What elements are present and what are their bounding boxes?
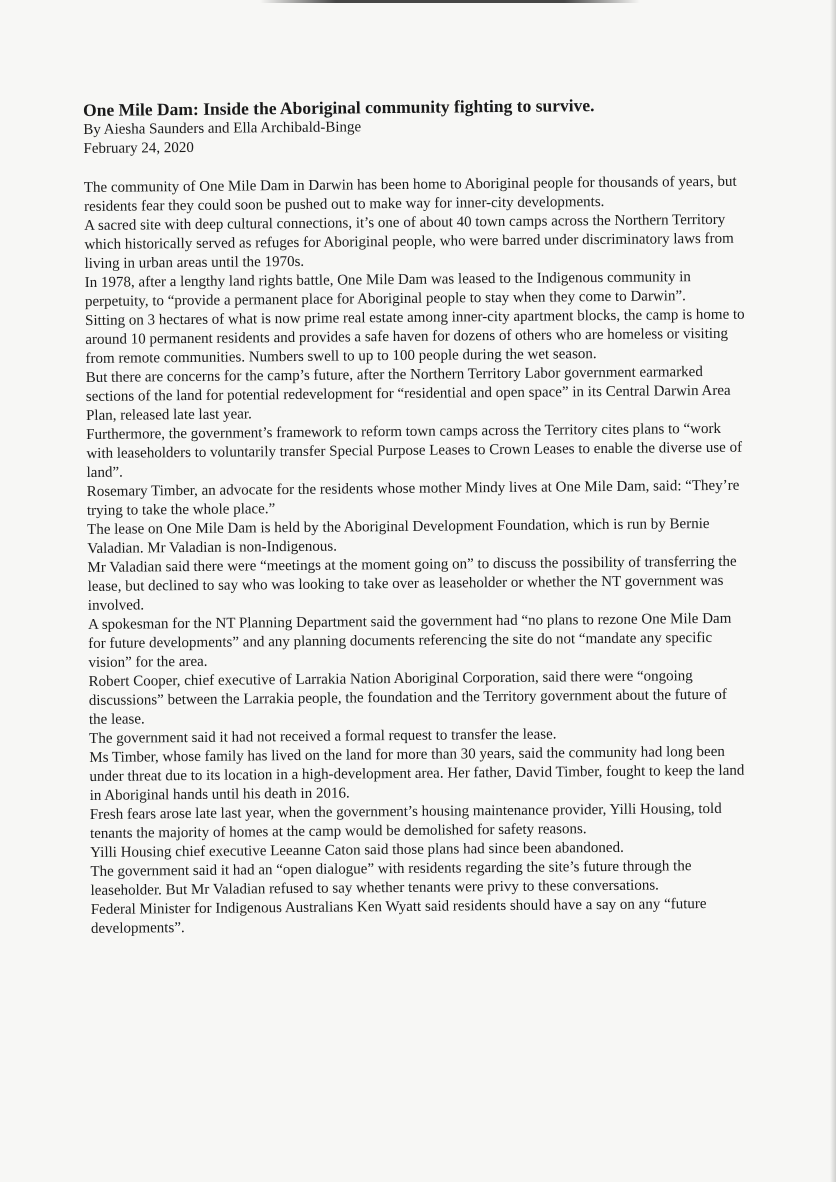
scan-shadow-top bbox=[260, 0, 640, 3]
paragraph-17: Federal Minister for Indigenous Australians Ken Wyatt said residents should have a say on any “future developments”. bbox=[90, 896, 707, 937]
paragraph-12: The government said it had not received a formal request to transfer the lease. bbox=[89, 726, 557, 747]
paragraph-3: In 1978, after a lengthy land rights battle, One Mile Dam was leased to the Indigenous community in perpetuity, to “provide a permanent place for Aboriginal people to stay when they come to Darwin”. bbox=[84, 269, 691, 310]
scan-shadow-right bbox=[830, 0, 836, 1182]
article-body bbox=[84, 173, 751, 939]
paragraph-16: The government said it had an “open dialogue” with residents regarding the site’s future through the leaseholder. But Mr Valadian refused to say whether tenants were privy to these conversations. bbox=[90, 858, 692, 899]
article bbox=[83, 93, 751, 939]
paragraph-7: Rosemary Timber, an advocate for the residents whose mother Mindy lives at One Mile Dam, said: “They’re trying to take the whole place.” bbox=[86, 477, 740, 519]
paragraph-13: Ms Timber, whose family has lived on the land for more than 30 years, said the community had long been under threat due to its location in a high-development area. Her father, David Timber, fought to keep the land in Aboriginal hands until his death in 2016. bbox=[89, 743, 745, 804]
paragraph-1: The community of One Mile Dam in Darwin has been home to Aboriginal people for thousands of years, but residents fear they could soon be pushed out to make way for inner-city developments. bbox=[83, 173, 737, 215]
paragraph-14: Fresh fears arose late last year, when the government’s housing maintenance provider, Yilli Housing, told tenants the majority of homes at the camp would be demolished for safety reasons. bbox=[89, 800, 722, 842]
paragraph-2: A sacred site with deep cultural connections, it’s one of about 40 town camps across the Northern Territory which historically served as refuges for Aboriginal people, who were barred under discriminatory laws from living in urban areas until the 1970s. bbox=[84, 211, 734, 272]
paragraph-6: Furthermore, the government’s framework to reform town camps across the Territory cites plans to “work with leaseholders to voluntarily transfer Special Purpose Leases to Crown Leases to enable the diverse use of land”. bbox=[86, 420, 743, 481]
article-byline: By Aiesha Saunders and Ella Archibald-Binge bbox=[83, 119, 362, 138]
paragraph-5: But there are concerns for the camp’s future, after the Northern Territory Labor government earmarked sections of the land for potential redevelopment for “residential and open space” in its Central Darwin Area Plan, released late last year. bbox=[85, 364, 731, 424]
article-date: February 24, 2020 bbox=[83, 139, 194, 157]
paragraph-4: Sitting on 3 hectares of what is now prime real estate among inner-city apartment blocks, the camp is home to around 10 permanent residents and provides a safe haven for dozens of others who are homeless or visiting from remote communities. Numbers swell to up to 100 people during the wet season. bbox=[85, 306, 745, 367]
paragraph-9: Mr Valadian said there were “meetings at the moment going on” to discuss the possibility of transferring the lease, but declined to say who was looking to take over as leaseholder or whether the NT government was involved. bbox=[87, 553, 737, 614]
article-title: One Mile Dam: Inside the Aboriginal community fighting to survive. bbox=[83, 95, 595, 120]
paragraph-10: A spokesman for the NT Planning Department said the government had “no plans to rezone One Mile Dam for future developments” and any planning documents referencing the site do not “mandate any specific vision” for the area. bbox=[87, 610, 732, 671]
paragraph-11: Robert Cooper, chief executive of Larrakia Nation Aboriginal Corporation, said there were “ongoing discussions” between the Larrakia people, the foundation and the Territory government about the future of the lease. bbox=[88, 668, 727, 728]
paragraph-8: The lease on One Mile Dam is held by the Aboriginal Development Foundation, which is run by Bernie Valadian. Mr Valadian is non-Indigenous. bbox=[87, 516, 710, 557]
paragraph-15: Yilli Housing chief executive Leeanne Caton said those plans had since been abandoned. bbox=[90, 839, 624, 861]
